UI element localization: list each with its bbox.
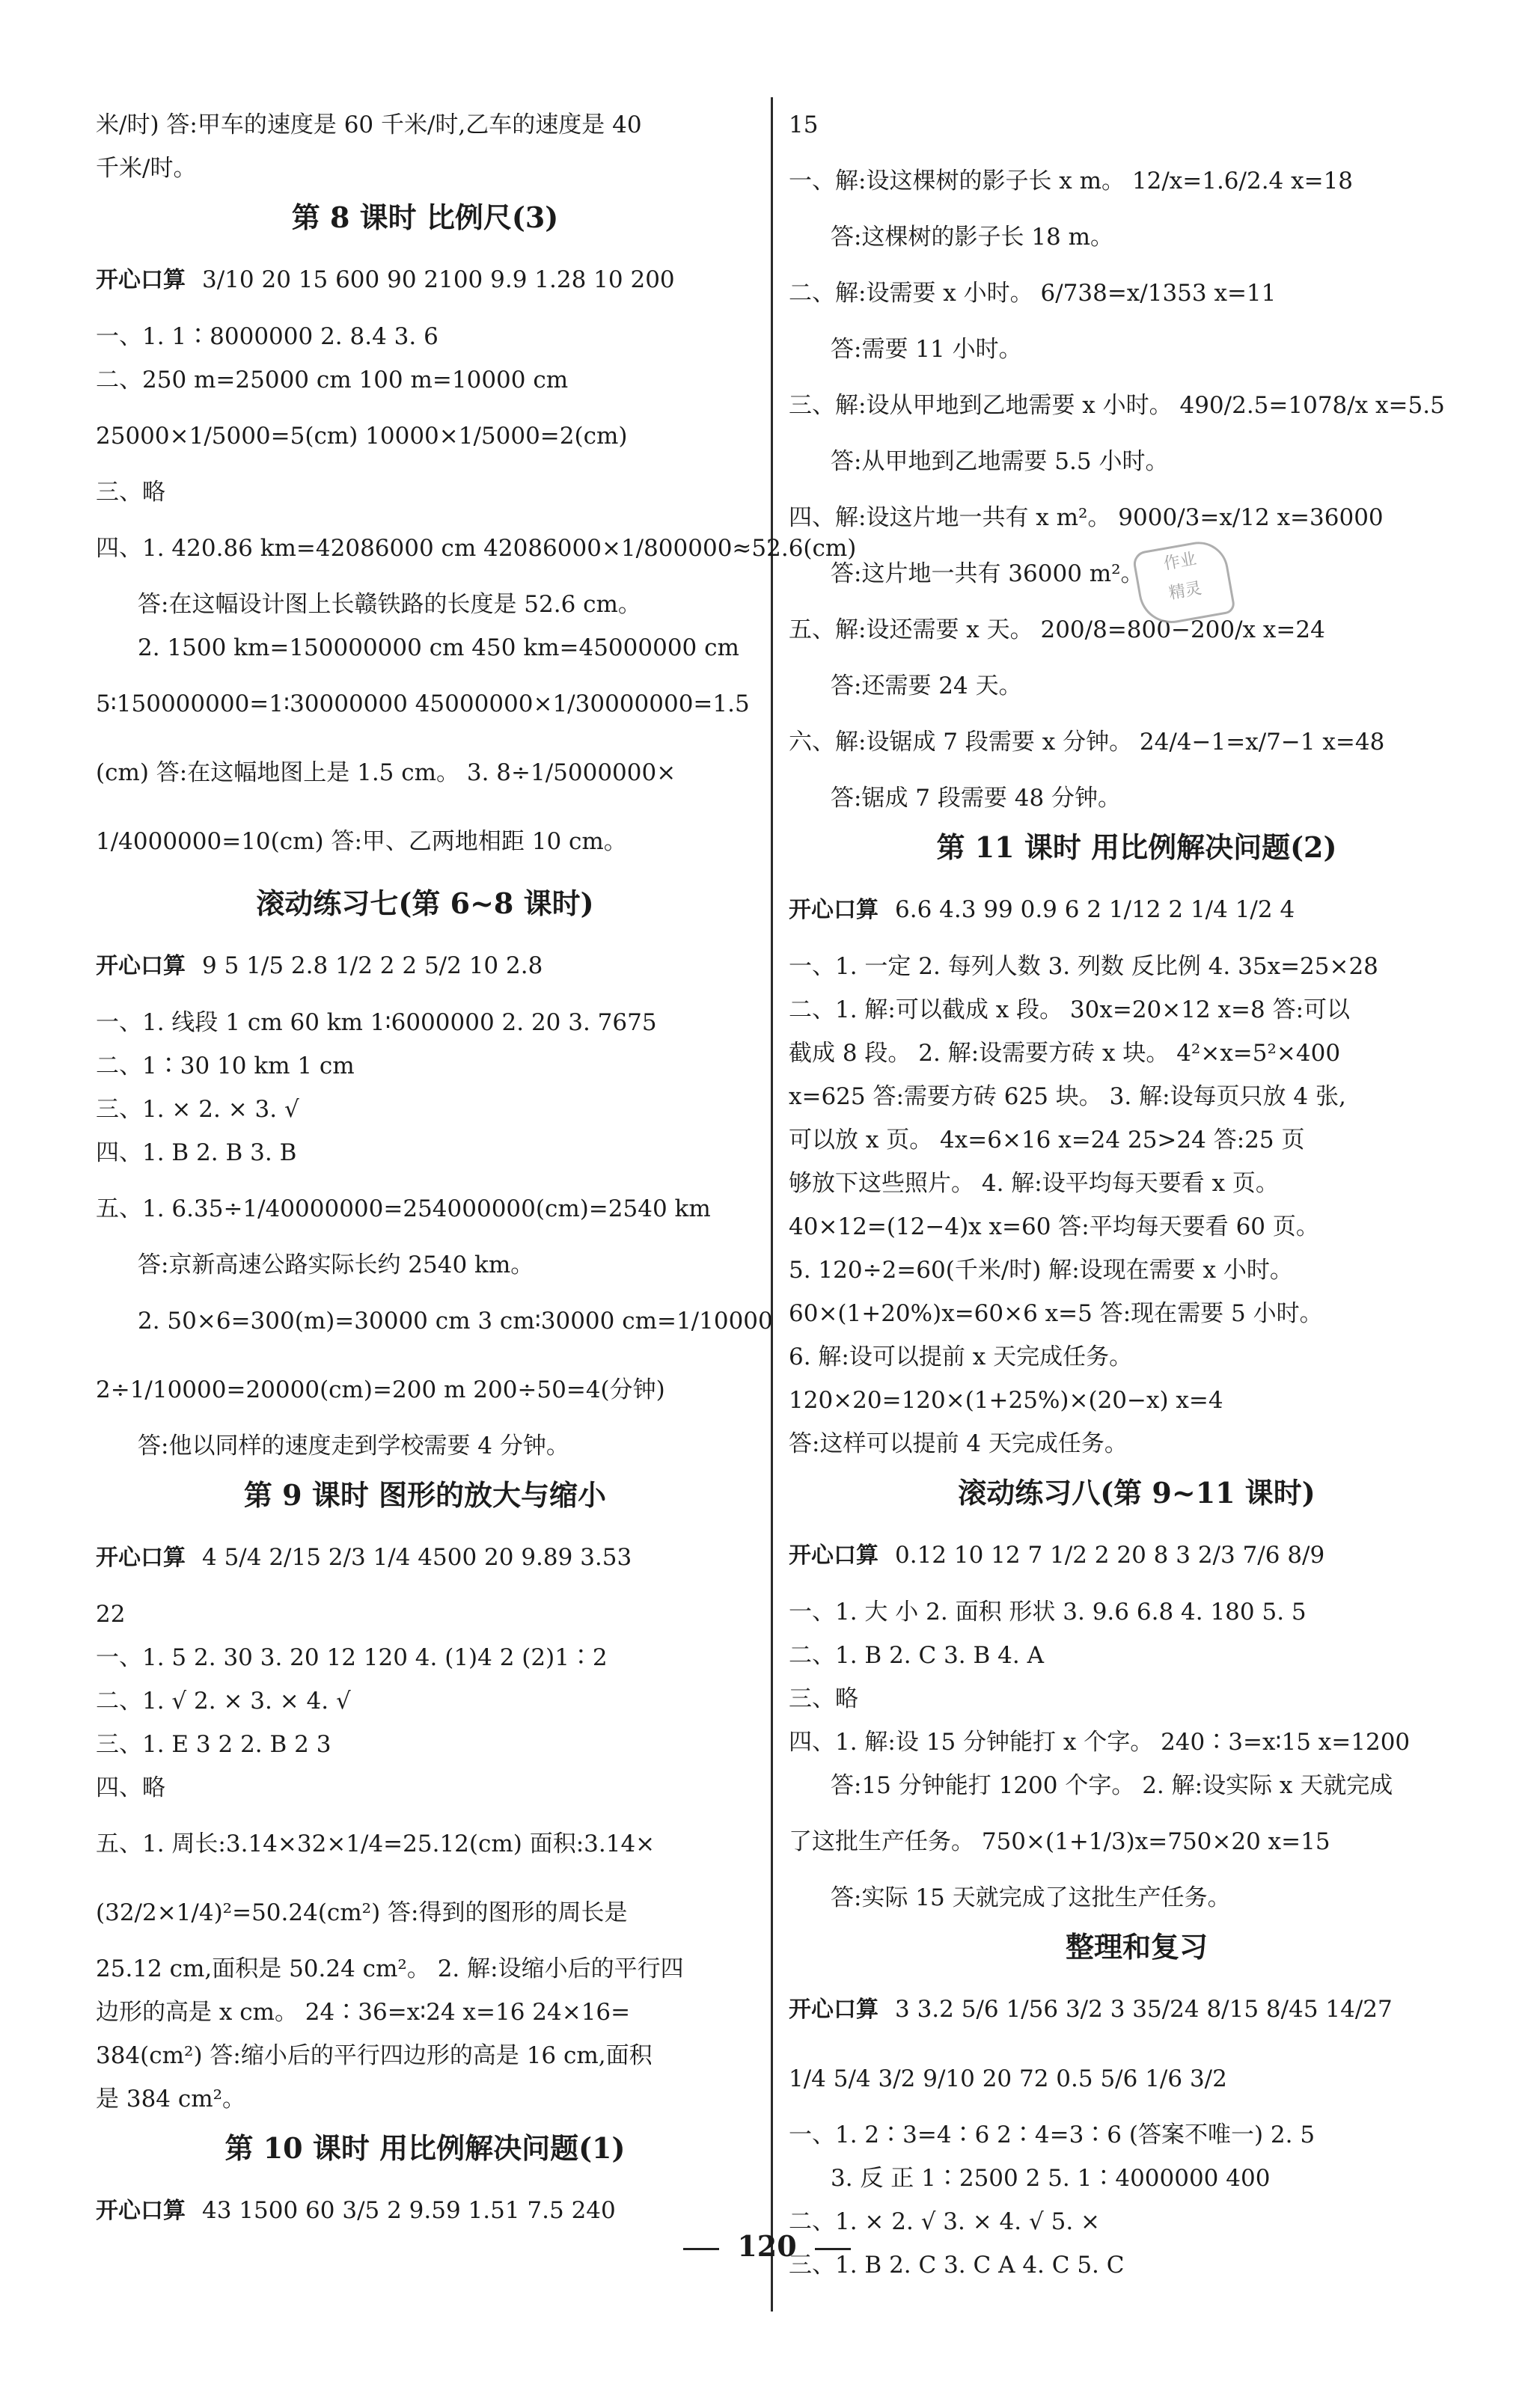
answer-line xyxy=(96,1593,754,1636)
line-text: 一、1. 5 2. 30 3. 20 12 120 4. (1)4 2 (2)1∶2 xyxy=(96,1644,608,1671)
line-text: 0.12 10 12 7 1/2 2 20 8 3 2/3 7/6 8/9 xyxy=(895,1542,1325,1569)
answer-line xyxy=(789,1521,1485,1590)
line-text: 答:京新高速公路实际长约 2540 km。 xyxy=(138,1252,534,1278)
line-text: 答:从甲地到乙地需要 5.5 小时。 xyxy=(831,448,1169,475)
answer-line xyxy=(789,215,1485,259)
answer-line xyxy=(96,2077,754,2121)
line-text: 3/10 20 15 600 90 2100 9.9 1.28 10 200 xyxy=(202,266,675,293)
line-text: 5∶150000000=1∶30000000 45000000×1/30000000=1.5 xyxy=(96,690,750,717)
line-text: 三、略 xyxy=(789,1685,858,1712)
line-text: x=625 答:需要方砖 625 块。 3. 解:设每页只放 4 张, xyxy=(789,1083,1346,1110)
answer-line xyxy=(789,595,1485,664)
answer-line xyxy=(789,371,1485,440)
line-text: 够放下这些照片。 4. 解:设平均每天要看 x 页。 xyxy=(789,1170,1279,1197)
line-text: 第 11 课时 用比例解决问题(2) xyxy=(936,830,1337,864)
line-text: 4 5/4 2/15 2/3 1/4 4500 20 9.89 3.53 xyxy=(202,1544,632,1571)
line-text: 了这批生产任务。 750×(1+1/3)x=750×20 x=15 xyxy=(789,1828,1330,1855)
watermark-stamp: 作业 精灵 xyxy=(1131,537,1236,628)
answer-line xyxy=(96,103,754,147)
line-text: 120×20=120×(1+25%)×(20−x) x=4 xyxy=(789,1387,1223,1414)
answer-line xyxy=(96,1174,754,1243)
line-text: 答:这片地一共有 36000 m²。 xyxy=(831,560,1144,587)
line-text: 五、1. 周长:3.14×32×1/4=25.12(cm) 面积:3.14× xyxy=(96,1830,656,1857)
answer-line xyxy=(789,440,1485,483)
answer-line xyxy=(789,2113,1485,2157)
answer-line xyxy=(789,776,1485,820)
line-text: 三、1. E 3 2 2. B 2 3 xyxy=(96,1731,331,1758)
line-text: 边形的高是 x cm。 24∶36=x∶24 x=16 24×16= xyxy=(96,1999,631,2026)
answer-line xyxy=(96,1636,754,1679)
line-text: 是 384 cm²。 xyxy=(96,2086,246,2113)
answer-line xyxy=(789,875,1485,945)
line-text: 25000×1/5000=5(cm) 10000×1/5000=2(cm) xyxy=(96,423,628,450)
line-text: 答:还需要 24 天。 xyxy=(831,673,1022,699)
answer-line xyxy=(789,1162,1485,1205)
line-text: 四、解:设这片地一共有 x m²。 9000/3=x/12 x=36000 xyxy=(789,504,1384,531)
line-text: 四、1. 420.86 km=42086000 cm 42086000×1/800000≈52.6(cm) xyxy=(96,535,857,562)
line-text: 答:这棵树的影子长 18 m。 xyxy=(831,224,1113,251)
line-text: 截成 8 段。 2. 解:设需要方砖 x 块。 4²×x=5²×400 xyxy=(789,1040,1341,1067)
line-text: 43 1500 60 3/5 2 9.59 1.51 7.5 240 xyxy=(202,2197,616,2224)
answer-line xyxy=(789,1677,1485,1721)
kaixin-kousuan-label: 开心口算 xyxy=(789,897,878,923)
answer-line xyxy=(96,1001,754,1044)
answer-line xyxy=(96,1947,754,1991)
section-heading xyxy=(789,820,1485,875)
answer-line xyxy=(789,147,1485,215)
line-text: 5. 120÷2=60(千米/时) 解:设现在需要 x 小时。 xyxy=(789,1257,1293,1284)
line-text: 1/4 5/4 3/2 9/10 20 72 0.5 5/6 1/6 3/2 xyxy=(789,2065,1227,2092)
line-text: 一、解:设这棵树的影子长 x m。 12/x=1.6/2.4 x=18 xyxy=(789,168,1354,194)
answer-line xyxy=(789,945,1485,988)
line-text: 一、1. 2∶3=4∶6 2∶4=3∶6 (答案不唯一) 2. 5 xyxy=(789,2121,1315,2148)
line-text: 3 3.2 5/6 1/56 3/2 3 35/24 8/15 8/45 14/27 xyxy=(895,1996,1393,2023)
answer-line xyxy=(789,664,1485,708)
line-text: 60×(1+20%)x=60×6 x=5 答:现在需要 5 小时。 xyxy=(789,1300,1323,1327)
answer-line xyxy=(96,1287,773,1355)
line-text: 第 10 课时 用比例解决问题(1) xyxy=(224,2131,626,2165)
line-text: 15 xyxy=(789,111,819,138)
answer-line xyxy=(96,245,754,315)
answer-line xyxy=(789,483,1485,552)
right-column xyxy=(789,103,1485,2287)
line-text: 二、1∶30 10 km 1 cm xyxy=(96,1053,355,1079)
line-text: 四、1. B 2. B 3. B xyxy=(96,1139,297,1166)
line-text: 6. 解:设可以提前 x 天完成任务。 xyxy=(789,1344,1133,1370)
kaixin-kousuan-label: 开心口算 xyxy=(96,2198,186,2224)
line-text: 答:实际 15 天就完成了这批生产任务。 xyxy=(831,1884,1231,1911)
line-text: 滚动练习七(第 6~8 课时) xyxy=(256,886,594,920)
line-text: 三、略 xyxy=(96,479,165,506)
line-text: 答:需要 11 小时。 xyxy=(831,336,1022,363)
answer-line xyxy=(789,1975,1485,2044)
line-text: 五、解:设还需要 x 天。 200/8=800−200/x x=24 xyxy=(789,616,1325,643)
answer-line xyxy=(96,1044,754,1088)
answer-line xyxy=(96,315,754,358)
kaixin-kousuan-label: 开心口算 xyxy=(96,1545,186,1571)
answer-line xyxy=(789,2044,1485,2113)
line-text: 22 xyxy=(96,1601,126,1628)
answer-line xyxy=(789,1764,1485,1807)
line-text: 可以放 x 页。 4x=6×16 x=24 25>24 答:25 页 xyxy=(789,1127,1305,1154)
answer-line xyxy=(789,1422,1485,1465)
line-text: 答:这样可以提前 4 天完成任务。 xyxy=(789,1430,1128,1457)
line-text: 米/时) 答:甲车的速度是 60 千米/时,乙车的速度是 40 xyxy=(96,111,642,138)
answer-line xyxy=(789,1590,1485,1634)
line-text: 1/4000000=10(cm) 答:甲、乙两地相距 10 cm。 xyxy=(96,828,627,855)
line-text: 一、1. 线段 1 cm 60 km 1∶6000000 2. 20 3. 7675 xyxy=(96,1009,657,1036)
line-text: 三、1. B 2. C 3. C A 4. C 5. C xyxy=(789,2252,1125,2279)
line-text: 三、解:设从甲地到乙地需要 x 小时。 490/2.5=1078/x x=5.5 xyxy=(789,392,1445,419)
line-text: 答:15 分钟能打 1200 个字。 2. 解:设实际 x 天就完成 xyxy=(831,1772,1393,1799)
section-heading xyxy=(96,2121,754,2176)
line-text: 二、解:设需要 x 小时。 6/738=x/1353 x=11 xyxy=(789,280,1277,307)
line-text: 整理和复习 xyxy=(1065,1930,1208,1964)
answer-line xyxy=(96,514,857,583)
line-text: 四、1. 解:设 15 分钟能打 x 个字。 240∶3=x∶15 x=1200 xyxy=(789,1729,1411,1756)
answer-line xyxy=(789,1205,1485,1249)
answer-line xyxy=(96,1131,754,1174)
answer-line xyxy=(96,471,754,514)
page-number: 120 xyxy=(737,2229,797,2263)
answer-line xyxy=(789,1032,1485,1075)
answer-line xyxy=(96,1243,754,1287)
answer-line xyxy=(789,1634,1485,1677)
line-text: 答:他以同样的速度走到学校需要 4 分钟。 xyxy=(138,1433,569,1459)
answer-line xyxy=(96,1424,754,1468)
line-text: 3. 反 正 1∶2500 2 5. 1∶4000000 400 xyxy=(831,2165,1271,2192)
answer-line xyxy=(96,931,754,1001)
line-text: 384(cm²) 答:缩小后的平行四边形的高是 16 cm,面积 xyxy=(96,2042,653,2069)
answer-line xyxy=(789,1292,1485,1335)
line-text: 滚动练习八(第 9~11 课时) xyxy=(958,1476,1315,1510)
line-text: 三、1. × 2. × 3. √ xyxy=(96,1096,299,1123)
answer-line xyxy=(789,103,1485,147)
line-text: 二、1. 解:可以截成 x 段。 30x=20×12 x=8 答:可以 xyxy=(789,996,1351,1023)
answer-line xyxy=(789,1249,1485,1292)
line-text: 四、略 xyxy=(96,1774,165,1801)
answer-line xyxy=(789,259,1485,328)
answer-line xyxy=(96,1810,754,1878)
answer-line xyxy=(96,670,754,738)
answer-line xyxy=(96,402,754,471)
line-text: 二、1. B 2. C 3. B 4. A xyxy=(789,1642,1044,1669)
answer-line xyxy=(789,328,1485,371)
line-text: 一、1. 大 小 2. 面积 形状 3. 9.6 6.8 4. 180 5. 5 xyxy=(789,1599,1307,1626)
answer-line xyxy=(96,1088,754,1131)
answer-line xyxy=(96,1723,754,1766)
line-text: 2. 50×6=300(m)=30000 cm 3 cm∶30000 cm=1/10000 xyxy=(138,1308,773,1335)
line-text: 25.12 cm,面积是 50.24 cm²。 2. 解:设缩小后的平行四 xyxy=(96,1955,684,1982)
line-text: 答:在这幅设计图上长赣铁路的长度是 52.6 cm。 xyxy=(138,591,641,618)
section-heading xyxy=(96,1468,754,1523)
answer-line xyxy=(96,1523,754,1593)
kaixin-kousuan-label: 开心口算 xyxy=(789,1997,878,2023)
section-heading xyxy=(789,1920,1485,1975)
section-heading xyxy=(96,190,754,245)
answer-line xyxy=(96,1991,754,2034)
line-text: 答:锯成 7 段需要 48 分钟。 xyxy=(831,785,1122,812)
answer-line xyxy=(789,988,1485,1032)
line-text: 第 9 课时 图形的放大与缩小 xyxy=(243,1478,607,1512)
answer-line xyxy=(96,738,754,807)
answer-line xyxy=(789,1721,1485,1764)
line-text: (cm) 答:在这幅地图上是 1.5 cm。 3. 8÷1/5000000× xyxy=(96,759,676,786)
left-column xyxy=(96,103,857,2246)
line-text: 二、1. √ 2. × 3. × 4. √ xyxy=(96,1688,351,1715)
line-text: 一、1. 1∶8000000 2. 8.4 3. 6 xyxy=(96,323,438,350)
line-text: 2÷1/10000=20000(cm)=200 m 200÷50=4(分钟) xyxy=(96,1376,665,1403)
kaixin-kousuan-label: 开心口算 xyxy=(96,267,186,293)
answer-line xyxy=(96,358,754,402)
answer-line xyxy=(789,708,1485,776)
line-text: 六、解:设锯成 7 段需要 x 分钟。 24/4−1=x/7−1 x=48 xyxy=(789,729,1385,756)
line-text: 2. 1500 km=150000000 cm 450 km=45000000 cm xyxy=(138,634,739,661)
line-text: 40×12=(12−4)x x=60 答:平均每天要看 60 页。 xyxy=(789,1213,1319,1240)
line-text: 千米/时。 xyxy=(96,155,197,182)
answer-line xyxy=(96,2034,754,2077)
answer-line xyxy=(96,147,754,190)
answer-line xyxy=(789,1379,1485,1422)
answer-line xyxy=(789,1335,1485,1379)
kaixin-kousuan-label: 开心口算 xyxy=(789,1542,878,1569)
answer-line xyxy=(96,807,754,876)
line-text: 9 5 1/5 2.8 1/2 2 2 5/2 10 2.8 xyxy=(202,952,543,979)
line-text: 五、1. 6.35÷1/40000000=254000000(cm)=2540 km xyxy=(96,1195,711,1222)
kaixin-kousuan-label: 开心口算 xyxy=(96,953,186,979)
answer-line xyxy=(96,626,754,670)
line-text: 6.6 4.3 99 0.9 6 2 1/12 2 1/4 1/2 4 xyxy=(895,896,1295,923)
column-divider xyxy=(771,97,773,2312)
page-footer xyxy=(0,2229,1534,2263)
line-text: 二、1. × 2. √ 3. × 4. √ 5. × xyxy=(789,2208,1101,2235)
answer-line xyxy=(96,1766,754,1810)
line-text: (32/2×1/4)²=50.24(cm²) 答:得到的图形的周长是 xyxy=(96,1899,628,1926)
line-text: 第 8 课时 比例尺(3) xyxy=(291,200,559,234)
answer-line xyxy=(789,1075,1485,1118)
answer-line xyxy=(96,1355,754,1424)
line-text: 二、250 m=25000 cm 100 m=10000 cm xyxy=(96,367,569,393)
line-text: 一、1. 一定 2. 每列人数 3. 列数 反比例 4. 35x=25×28 xyxy=(789,953,1378,980)
answer-line xyxy=(789,1807,1485,1876)
answer-line xyxy=(789,1876,1485,1920)
answer-line xyxy=(96,1679,754,1723)
answer-line xyxy=(96,1878,754,1947)
footer-dash-right xyxy=(815,2248,851,2250)
answer-line xyxy=(789,1118,1485,1162)
section-heading xyxy=(789,1465,1485,1521)
answer-line xyxy=(96,583,754,626)
answer-line xyxy=(789,2157,1485,2200)
section-heading xyxy=(96,876,754,931)
footer-dash-left xyxy=(683,2248,719,2250)
